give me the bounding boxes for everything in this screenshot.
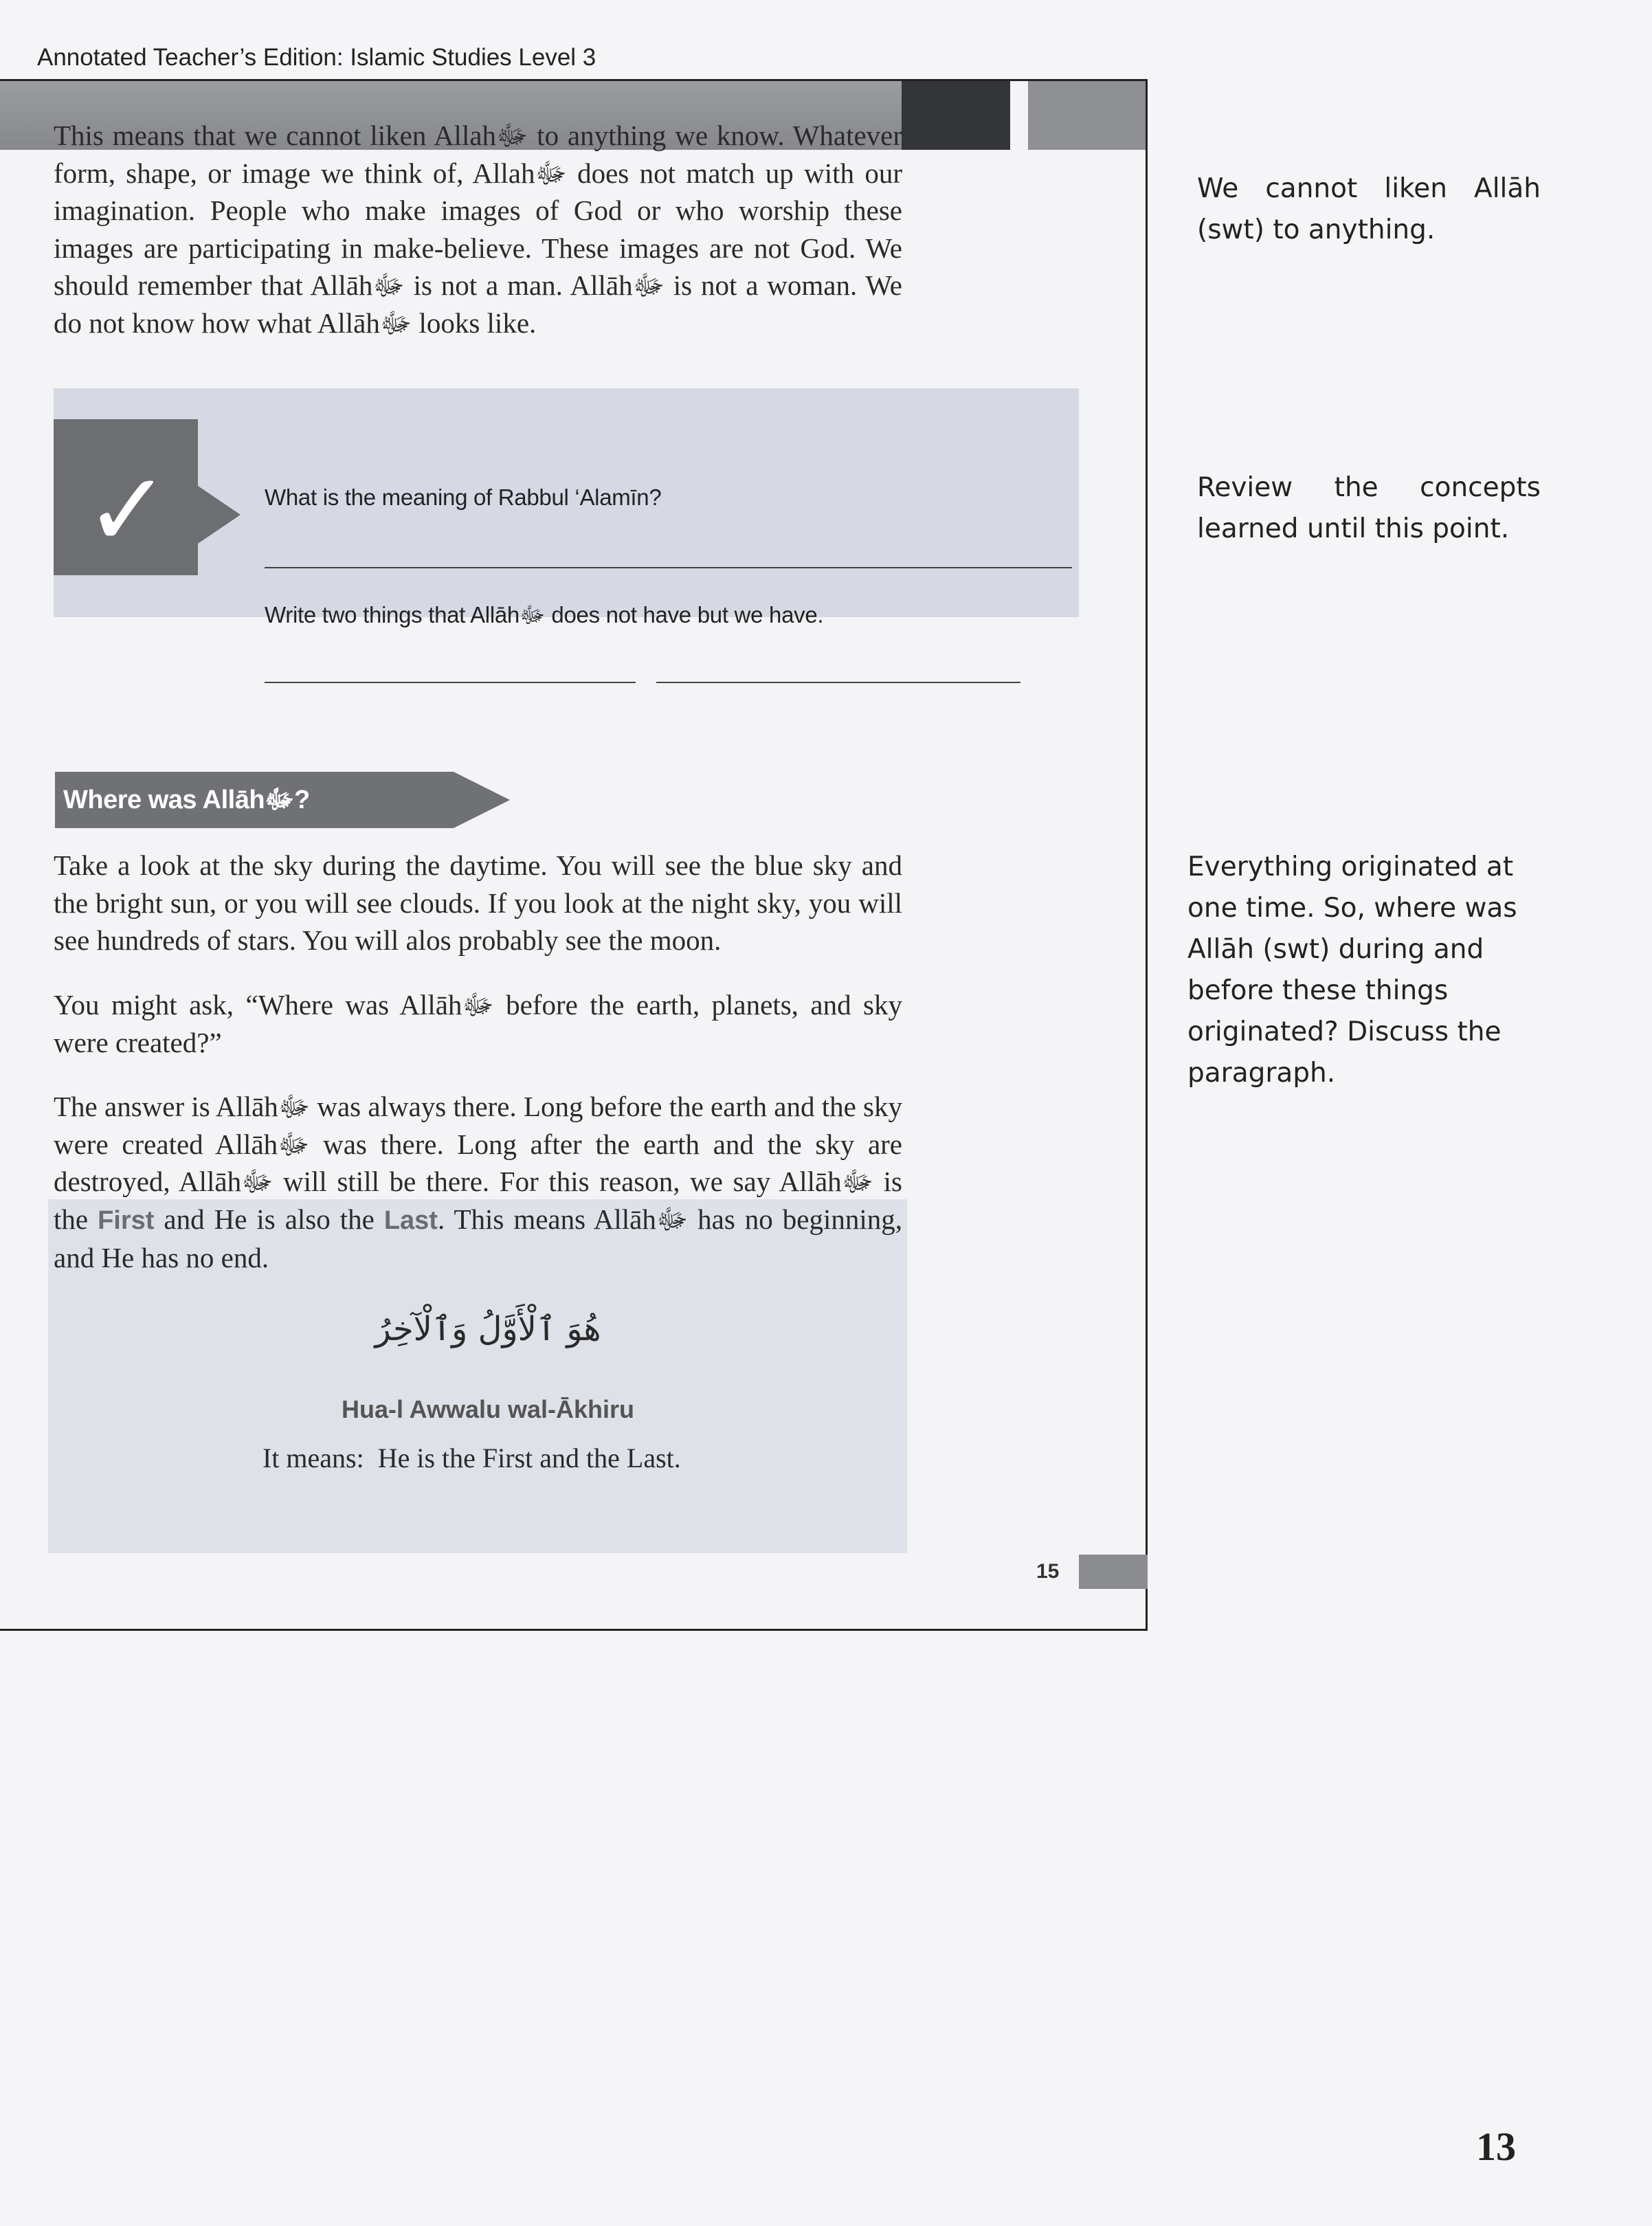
- answer-line-1[interactable]: [265, 567, 1072, 568]
- intro-paragraph: This means that we cannot liken Allah‎ﷻ to anything we know. Whatever form, shape, or image we think of, Allahﷻ does not match up with our imagination. People who make images of God or who worship these images are participating in make-believe. These images are not God. We should remember that Allāhﷻ is not a man. Allāhﷻ is not a woman. We do not know how what Allāhﷻ looks like.: [54, 120, 903, 339]
- paragraph-sky: Take a look at the sky during the daytime. You will see the blue sky and the bright sun, or you will see clouds. If you look at the night sky, you will see hundreds of stars. You will alos probably see the moon.: [54, 849, 902, 956]
- review-question-2: Write two things that Allāhﷻ does not have but we have.: [265, 602, 824, 627]
- review-question-1: What is the meaning of Rabbul ‘Alamīn?: [265, 485, 662, 510]
- page-top-band-gap: [1010, 81, 1028, 150]
- student-page-number: 15: [1036, 1560, 1060, 1583]
- page-number: 13: [1476, 2124, 1516, 2169]
- verse-transliteration: Hua-l Awwalu wal-Ākhiru: [341, 1395, 635, 1423]
- checkmark-icon: ✓: [85, 451, 171, 570]
- arabic-verse: هُوَ ٱلْأَوَّلُ وَٱلْآخِرُ: [375, 1310, 601, 1348]
- page-top-band-mid-block: [1028, 81, 1146, 150]
- check-box-arrow: [198, 486, 241, 544]
- paragraph-answer-part-3: . This means Allāhﷻ has no beginning, and He has no end.: [54, 1203, 902, 1273]
- answer-line-2a[interactable]: [265, 682, 636, 683]
- page-top-band-dark-block: [902, 81, 1010, 150]
- review-panel: [54, 388, 1079, 627]
- paragraph-answer-part-2: and He is also the: [154, 1203, 384, 1235]
- verse-meaning-text: He is the First and the Last.: [377, 1443, 681, 1473]
- verse-meaning: [263, 1442, 681, 1474]
- paragraph-answer: [54, 1088, 902, 1277]
- page-number-tab: [1079, 1555, 1148, 1589]
- term-first: First: [98, 1205, 155, 1235]
- paragraph-question: You might ask, “Where was Allāhﷻ before the earth, planets, and sky were created?”: [54, 989, 902, 1058]
- teacher-note-3: Everything originated at one time. So, where was Allāh (swt) during and before these things originated? Discuss the paragraph.: [1187, 852, 1517, 1089]
- teacher-note-2: Review the concepts learned until this point.: [1197, 472, 1541, 544]
- teacher-note-1: We cannot liken Allāh (swt) to anything.: [1197, 173, 1541, 245]
- book-header-title: Annotated Teacher’s Edition: Islamic Studies Level 3: [37, 44, 596, 71]
- section-title: Where was Allāhﷻ?: [63, 786, 311, 814]
- section-banner-arrow: [454, 772, 510, 828]
- answer-line-2b[interactable]: [656, 682, 1020, 683]
- paragraph-answer-part-1: The answer is Allāhﷻ was always there. Long before the earth and the sky were created Allāhﷻ was there. Long after the earth and the sky are destroyed, Allāhﷻ will still be there. For this reason, we say Allāhﷻ is the: [54, 1091, 903, 1235]
- check-box: [54, 419, 198, 575]
- verse-meaning-label: It means:: [263, 1443, 364, 1473]
- term-last: Last: [383, 1205, 438, 1235]
